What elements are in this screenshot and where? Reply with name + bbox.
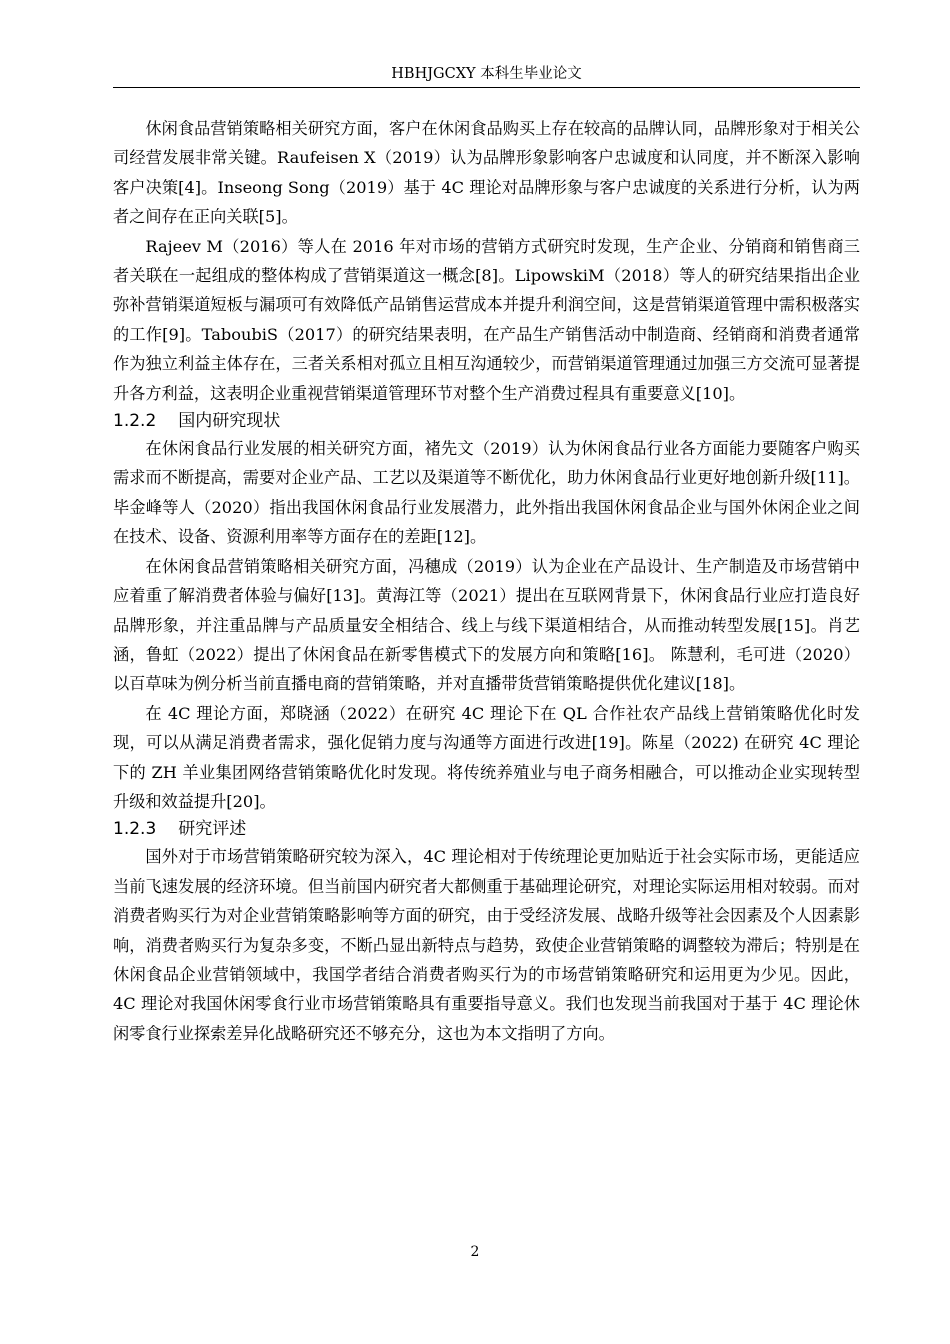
header-rule xyxy=(113,87,860,88)
page-number: 2 xyxy=(470,1244,480,1260)
section-title: 国内研究现状 xyxy=(178,411,281,432)
paragraph: 在休闲食品营销策略相关研究方面，冯穗成（2019）认为企业在产品设计、生产制造及市场营销中应着重了解消费者体验与偏好[13]。黄海江等（2021）提出在互联网背景下，休闲食品行业应打造良好品牌形象，并注重品牌与产品质量安全相结合、线上与线下渠道相结合，从而推动转型发展[15]。肖艺涵，鲁虹（2022）提出了休闲食品在新零售模式下的发展方向和策略[16]。 陈慧利，毛可进（2020）以百草味为例分析当前直播电商的营销策略，并对直播带货营销策略提供优化建议[18]。 xyxy=(113,556,860,694)
section-heading xyxy=(113,816,860,842)
paragraph: 休闲食品营销策略相关研究方面，客户在休闲食品购买上存在较高的品牌认同，品牌形象对于相关公司经营发展非常关键。Raufeisen X（2019）认为品牌形象影响客户忠诚度和认同度，并不断深入影响客户决策[4]。Inseong Song（2019）基于 4C 理论对品牌形象与客户忠诚度的关系进行分析，认为两者之间存在正向关联[5]。 xyxy=(113,119,860,227)
running-header: HBHJGCXY 本科生毕业论文 xyxy=(391,66,582,82)
body-text xyxy=(113,114,860,1048)
paragraph: 在 4C 理论方面，郑晓涵（2022）在研究 4C 理论下在 QL 合作社农产品线上营销策略优化时发现，可以从满足消费者需求，强化促销力度与沟通等方面进行改进[19]。陈星（2022) 在研究 4C 理论下的 ZH 羊业集团网络营销策略优化时发现。将传统养殖业与电子商务相融合，可以推动企业实现转型升级和效益提升[20]。 xyxy=(113,703,860,811)
section-title: 研究评述 xyxy=(178,819,247,840)
paragraph: Rajeev M（2016）等人在 2016 年对市场的营销方式研究时发现，生产企业、分销商和销售商三者关联在一起组成的整体构成了营销渠道这一概念[8]。LipowskiM（2018）等人的研究结果指出企业弥补营销渠道短板与漏项可有效降低产品销售运营成本并提升利润空间，这是营销渠道管理中需积极落实的工作[9]。TaboubiS（2017）的研究结果表明，在产品生产销售活动中制造商、经销商和消费者通常作为独立利益主体存在，三者关系相对孤立且相互沟通较少，而营销渠道管理通过加强三方交流可显著提升各方利益，这表明企业重视营销渠道管理环节对整个生产消费过程具有重要意义[10]。 xyxy=(113,236,860,403)
paragraph: 国外对于市场营销策略研究较为深入，4C 理论相对于传统理论更加贴近于社会实际市场，更能适应当前飞速发展的经济环境。但当前国内研究者大都侧重于基础理论研究，对理论实际运用相对较弱。而对消费者购买行为对企业营销策略影响等方面的研究，由于受经济发展、战略升级等社会因素及个人因素影响，消费者购买行为复杂多变，不断凸显出新特点与趋势，致使企业营销策略的调整较为滞后；特别是在休闲食品企业营销领域中，我国学者结合消费者购买行为的市场营销策略研究和运用更为少见。因此，4C 理论对我国休闲零食行业市场营销策略具有重要指导意义。我们也发现当前我国对于基于 4C 理论休闲零食行业探索差异化战略研究还不够充分，这也为本文指明了方向。 xyxy=(113,847,860,1043)
paragraph: 在休闲食品行业发展的相关研究方面，褚先文（2019）认为休闲食品行业各方面能力要随客户购买需求而不断提高，需要对企业产品、工艺以及渠道等不断优化，助力休闲食品行业更好地创新升级[11]。毕金峰等人（2020）指出我国休闲食品行业发展潜力，此外指出我国休闲食品企业与国外休闲企业之间在技术、设备、资源利用率等方面存在的差距[12]。 xyxy=(113,439,860,547)
section-number: 1.2.2 xyxy=(113,411,157,432)
section-number: 1.2.3 xyxy=(113,819,157,840)
section-heading xyxy=(113,408,860,434)
